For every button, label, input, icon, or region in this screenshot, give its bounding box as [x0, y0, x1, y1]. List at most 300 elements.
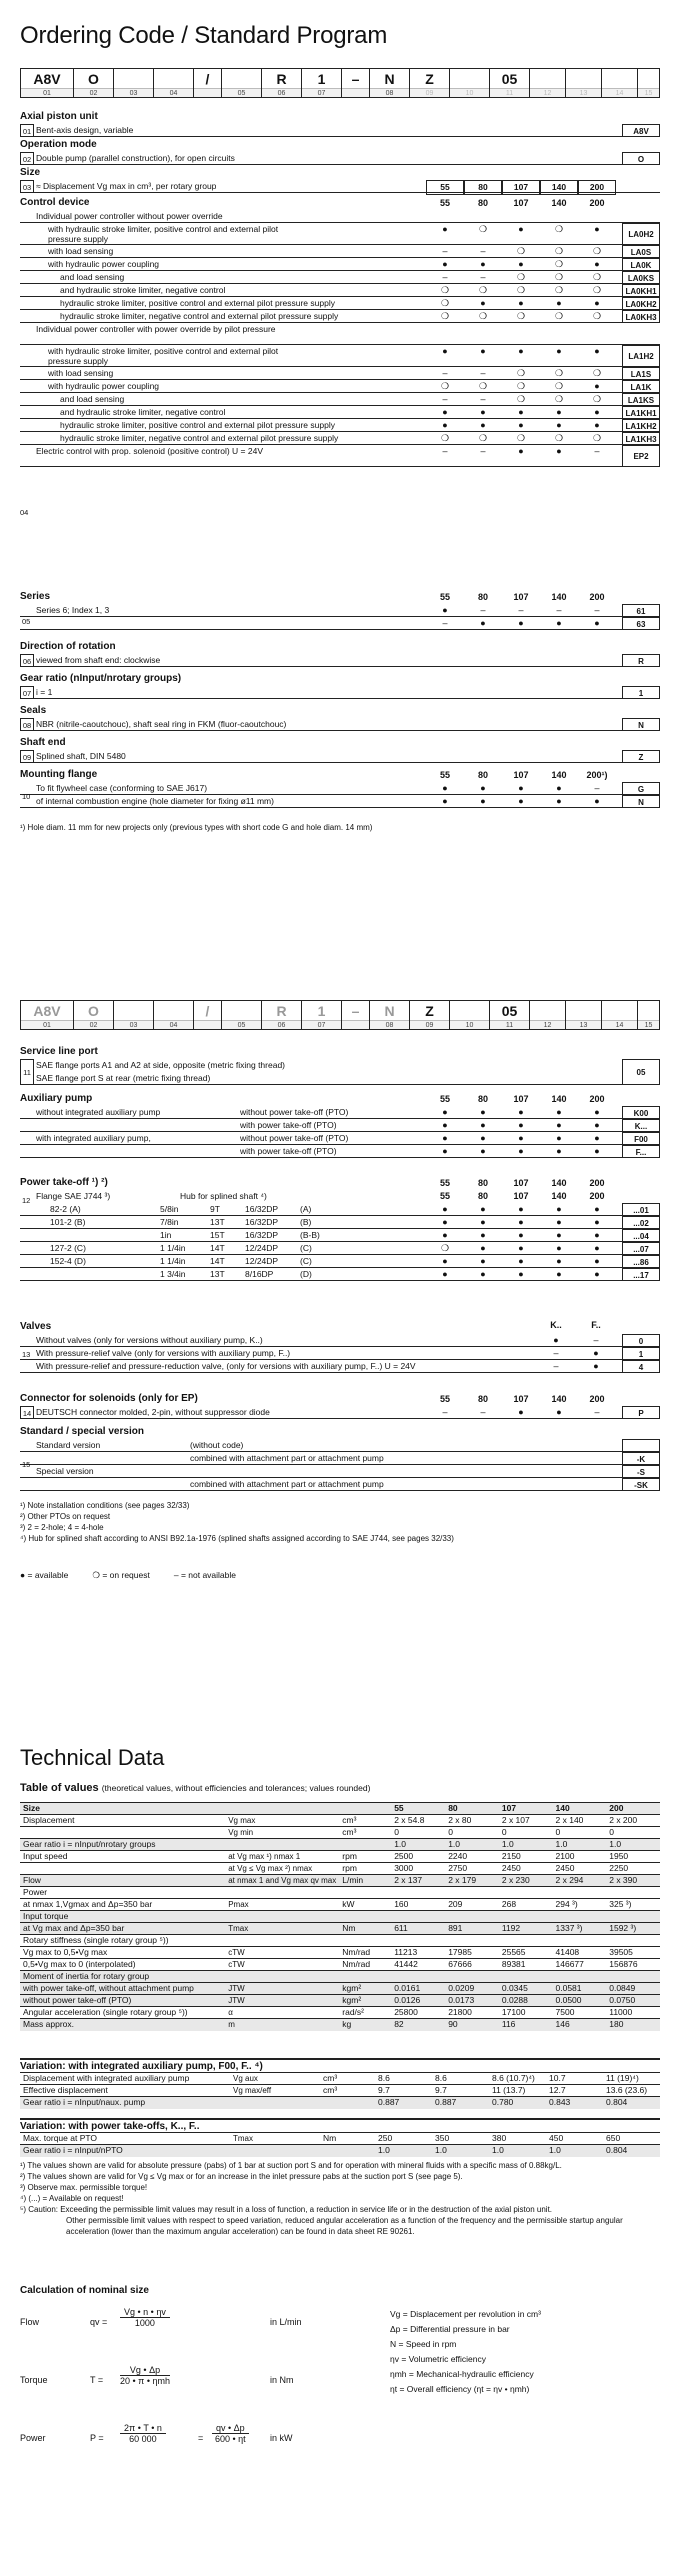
row-label: Effective displacement	[20, 2085, 230, 2097]
availability-dots	[426, 782, 616, 795]
code-value: R	[276, 71, 287, 87]
values-row	[20, 1947, 660, 1959]
availability-mark: ❍	[554, 394, 564, 404]
availability-mark: ●	[480, 420, 486, 430]
availability-mark: ❍	[554, 433, 564, 443]
control-row	[20, 445, 660, 467]
availability-mark: ●	[518, 1230, 524, 1240]
row-label: with power take-off, without attachment pump	[20, 1983, 225, 1995]
size-label: 55	[439, 1394, 450, 1404]
row-value: 1.0	[391, 1839, 445, 1851]
availability-mark: 55	[439, 1191, 450, 1201]
size-header	[426, 1092, 616, 1106]
row-value: 11000	[606, 2007, 660, 2019]
availability-mark: ❍	[516, 381, 526, 391]
control-text: and load sensing	[60, 394, 125, 404]
note: ²) The values shown are valid for Vg ≤ Vg max or for an increase in the inlet pressure pabs at the suction port S (see page 5).	[20, 2172, 463, 2181]
section-heading: Service line port	[20, 1046, 98, 1057]
availability-mark: ●	[518, 224, 524, 234]
code-value: /	[205, 71, 210, 87]
availability-mark: ●	[594, 407, 600, 417]
aux-row	[20, 1145, 660, 1158]
row-value: 1.0	[546, 2145, 603, 2157]
pto-row	[20, 1268, 660, 1281]
option-row	[20, 654, 660, 667]
row-value: 11213	[391, 1947, 445, 1959]
code-field	[410, 1000, 450, 1030]
formula-fraction	[120, 2365, 170, 2386]
pto-code: ...02	[622, 1216, 660, 1229]
row-value	[606, 1911, 660, 1923]
row-value: 2 x 390	[606, 1875, 660, 1887]
code-index	[342, 88, 369, 97]
values-row	[20, 1899, 660, 1911]
row-value	[499, 1887, 553, 1899]
availability-mark: ●	[480, 298, 486, 308]
special-row	[20, 1439, 660, 1452]
size-label: 80	[477, 592, 488, 602]
aux-code: K...	[622, 1119, 660, 1132]
symbol-def: ηmh = Mechanical-hydraulic efficiency	[390, 2369, 534, 2379]
availability-mark: ●	[593, 1361, 599, 1371]
pto-size: 1in	[160, 1230, 172, 1240]
row-symbol	[230, 2145, 320, 2157]
option-row	[20, 718, 660, 731]
availability-mark: ●	[556, 1269, 562, 1279]
availability-mark: ❍	[554, 368, 564, 378]
control-text: and hydraulic stroke limiter, negative control	[60, 407, 226, 417]
code-value: 05	[501, 71, 518, 87]
row-value: 1.0	[445, 1839, 499, 1851]
code-value: O	[88, 1003, 99, 1019]
option-code: 1	[622, 686, 660, 699]
availability-mark: ●	[594, 259, 600, 269]
values-row	[20, 2097, 660, 2109]
row-value: 2 x 179	[445, 1875, 499, 1887]
row-value: 1.0	[606, 1839, 660, 1851]
control-code: LA0H2	[622, 223, 660, 245]
row-value: 180	[606, 2019, 660, 2031]
availability-mark: ●	[594, 1107, 600, 1117]
table-section-title: Variation: with power take-offs, K.., F..	[20, 2118, 660, 2132]
row-value: 1.0	[553, 1839, 607, 1851]
row-unit: cm³	[320, 2073, 375, 2085]
row-value: 25800	[391, 2007, 445, 2019]
axial-piston-unit	[20, 110, 660, 137]
availability-mark: ●	[556, 420, 562, 430]
code-value	[638, 1001, 659, 1022]
row-value: 1950	[606, 1851, 660, 1863]
availability-mark: ●	[518, 298, 524, 308]
values-row	[20, 1827, 660, 1839]
row-value: 17100	[499, 2007, 553, 2019]
valves-col: F..	[591, 1320, 601, 1330]
values-table	[20, 2072, 660, 2109]
control-code: LA0KH3	[622, 310, 660, 323]
row-value: 380	[489, 2133, 546, 2145]
row-unit	[339, 1911, 391, 1923]
availability-mark: ●	[518, 796, 524, 806]
size-label: 140	[551, 592, 567, 602]
row-unit: Nm/rad	[339, 1959, 391, 1971]
control-text: with load sensing	[48, 246, 114, 256]
code-value: 1	[317, 1003, 326, 1019]
row-value: 294 ³)	[553, 1899, 607, 1911]
denominator: 20 • π • ηmh	[120, 2376, 171, 2386]
availability-dots	[426, 795, 616, 808]
series-text: Series 6; Index 1, 3	[36, 605, 110, 615]
pto-hub-header: Hub for splined shaft ⁴)	[180, 1191, 267, 1201]
option-row	[20, 180, 660, 193]
row-value	[445, 1911, 499, 1923]
availability-mark: ●	[442, 1120, 448, 1130]
availability-mark: ●	[442, 1204, 448, 1214]
control-code: LA0S	[622, 245, 660, 258]
row-symbol: Vg aux	[230, 2073, 320, 2085]
row-value: 2 x 137	[391, 1875, 445, 1887]
row-value: 90	[445, 2019, 499, 2031]
position-number: 04	[20, 508, 29, 517]
ordering-code-bar	[20, 68, 660, 98]
availability-dots	[426, 223, 616, 236]
row-value: 8.6 (10.7)⁴)	[489, 2073, 546, 2085]
code-index: 12	[530, 88, 565, 97]
size-label: 200	[589, 1178, 605, 1188]
row-label: Vg max to 0,5•Vg max	[20, 1947, 225, 1959]
special-code: -K	[622, 1452, 660, 1465]
availability-mark: ●	[594, 420, 600, 430]
availability-mark: ●	[442, 1146, 448, 1156]
availability-mark: ●	[442, 1269, 448, 1279]
pto-pitch: 12/24DP	[245, 1243, 279, 1253]
availability-dots	[426, 1190, 616, 1203]
row-value: 89381	[499, 1959, 553, 1971]
code-index: 08	[370, 88, 409, 97]
row-symbol	[230, 2097, 320, 2109]
special-text-a: Special version	[36, 1466, 94, 1476]
row-unit: kW	[339, 1899, 391, 1911]
row-symbol: Tmax	[225, 1923, 339, 1935]
control-code: LA1K	[622, 380, 660, 393]
availability-mark: –	[553, 1361, 559, 1371]
availability-dots	[426, 445, 616, 458]
availability-mark: ●	[518, 1243, 524, 1253]
availability-mark: ●	[593, 1348, 599, 1358]
code-value	[566, 1001, 601, 1022]
pto-teeth: 13T	[210, 1269, 225, 1279]
availability-mark: ❍	[516, 311, 526, 321]
symbol-def: ηv = Volumetric efficiency	[390, 2354, 486, 2364]
control-code: LA0KH2	[622, 297, 660, 310]
control-code: LA1KH2	[622, 419, 660, 432]
option-row	[20, 686, 660, 699]
aux-text-b: with power take-off (PTO)	[240, 1146, 337, 1156]
size-label: 200	[589, 1094, 605, 1104]
option-text: Double pump (parallel construction), for open circuits	[36, 153, 235, 163]
code-index: 13	[566, 88, 601, 97]
pto-row	[20, 1216, 660, 1229]
option-code: Z	[622, 750, 660, 763]
pto-teeth: 15T	[210, 1230, 225, 1240]
row-value: 55	[391, 1803, 445, 1815]
option-text: SAE flange port S at rear (metric fixing thread)	[36, 1073, 211, 1083]
availability-mark: ●	[480, 618, 486, 628]
section-heading: Standard / special version	[20, 1426, 144, 1437]
row-label: Max. torque at PTO	[20, 2133, 230, 2145]
availability-mark: ●	[518, 259, 524, 269]
row-value: 160	[391, 1899, 445, 1911]
valves-header	[536, 1320, 616, 1330]
row-symbol: m	[225, 2019, 339, 2031]
pto-class: (A)	[300, 1204, 312, 1214]
row-value: 8.6	[432, 2073, 489, 2085]
code-field	[20, 1000, 74, 1030]
row-value	[606, 1971, 660, 1983]
code-field	[262, 1000, 302, 1030]
connector-text: DEUTSCH connector molded, 2-pin, without suppressor diode	[36, 1407, 270, 1417]
row-value	[391, 1935, 445, 1947]
code-value	[530, 69, 565, 90]
pto-code: ...04	[622, 1229, 660, 1242]
code-field	[530, 1000, 566, 1030]
availability-mark: –	[594, 1407, 600, 1417]
code-field	[450, 1000, 490, 1030]
legend-item: ● = available	[20, 1570, 69, 1580]
row-value: 0.0849	[606, 1983, 660, 1995]
control-row	[20, 210, 660, 223]
availability-mark: ●	[556, 1230, 562, 1240]
row-value: 7500	[553, 2007, 607, 2019]
row-value: 156876	[606, 1959, 660, 1971]
control-row	[20, 284, 660, 297]
availability-mark: ●	[442, 259, 448, 269]
aux-text-a: with integrated auxiliary pump,	[36, 1133, 151, 1143]
availability-mark: ❍	[440, 311, 450, 321]
availability-dots	[426, 310, 616, 323]
control-row	[20, 419, 660, 432]
availability-mark: –	[480, 368, 486, 378]
row-unit: rad/s²	[339, 2007, 391, 2019]
row-symbol: cTW	[225, 1947, 339, 1959]
values-row	[20, 1803, 660, 1815]
row-unit: rpm	[339, 1851, 391, 1863]
row-value: 2150	[499, 1851, 553, 1863]
row-symbol	[225, 1935, 339, 1947]
pto-teeth: 14T	[210, 1243, 225, 1253]
row-unit: Nm	[339, 1923, 391, 1935]
row-value	[391, 1971, 445, 1983]
size-header	[426, 196, 616, 210]
control-code: LA0KH1	[622, 284, 660, 297]
row-value: 450	[546, 2133, 603, 2145]
availability-mark: ●	[594, 1133, 600, 1143]
row-label: Gear ratio i = nInput/naux. pump	[20, 2097, 230, 2109]
availability-dots	[426, 345, 616, 358]
availability-mark: ●	[556, 346, 562, 356]
code-index: 01	[21, 88, 73, 97]
row-unit: cm³	[339, 1827, 391, 1839]
pto-teeth: 14T	[210, 1256, 225, 1266]
pto-teeth: 13T	[210, 1217, 225, 1227]
valves-row	[20, 1347, 660, 1360]
code-value	[114, 69, 153, 90]
size-section	[20, 166, 660, 193]
code-index: 05	[222, 1020, 261, 1029]
availability-mark: ●	[442, 605, 448, 615]
availability-mark: –	[480, 272, 486, 282]
row-label	[20, 1827, 225, 1839]
availability-mark: ●	[442, 346, 448, 356]
gear-ratio	[20, 672, 660, 699]
table-title-text: Table of values	[20, 1782, 99, 1794]
pto-flange: 127-2 (C)	[50, 1243, 86, 1253]
position-number: 11	[20, 1059, 34, 1085]
control-row	[20, 258, 660, 271]
values-row	[20, 1959, 660, 1971]
availability-mark: ●	[442, 420, 448, 430]
control-text: hydraulic stroke limiter, positive control and external pilot pressure supply	[60, 298, 335, 308]
availability-mark: ●	[480, 407, 486, 417]
values-row	[20, 1875, 660, 1887]
pto-size: 7/8in	[160, 1217, 179, 1227]
position-number: 05	[22, 617, 31, 626]
values-row	[20, 1935, 660, 1947]
pto-size: 1 1/4in	[160, 1243, 186, 1253]
availability-mark: ●	[442, 1133, 448, 1143]
availability-dots	[426, 1406, 616, 1419]
control-text: with hydraulic stroke limiter, positive control and external pilot pressure supply	[48, 346, 279, 366]
size-header	[426, 590, 616, 604]
row-unit	[339, 1971, 391, 1983]
availability-mark: ●	[594, 381, 600, 391]
size-label: 80	[477, 198, 488, 208]
denominator: 60 000	[129, 2434, 157, 2444]
size-label: 200	[589, 592, 605, 602]
size-label: 107	[513, 770, 529, 780]
pto-flange-header: Flange SAE J744 ³)	[36, 1191, 111, 1201]
availability-mark: 80	[477, 1191, 488, 1201]
values-row	[20, 2145, 660, 2157]
aux-text-a: without integrated auxiliary pump	[36, 1107, 161, 1117]
availability-dots	[426, 1268, 616, 1281]
row-value	[445, 1935, 499, 1947]
row-value: 8.6	[375, 2073, 432, 2085]
row-value: 0	[553, 1827, 607, 1839]
series-row	[20, 617, 660, 630]
special-text-b: combined with attachment part or attachment pump	[190, 1479, 384, 1489]
formula-row	[20, 2305, 320, 2345]
code-field	[194, 1000, 222, 1030]
availability-mark: ❍	[592, 394, 602, 404]
availability-mark: ●	[518, 420, 524, 430]
row-value: 25565	[499, 1947, 553, 1959]
row-value: 2250	[606, 1863, 660, 1875]
option-text: Bent-axis design, variable	[36, 125, 134, 135]
control-row	[20, 432, 660, 445]
row-value	[499, 1935, 553, 1947]
availability-mark: ●	[518, 1269, 524, 1279]
row-value: 41408	[553, 1947, 607, 1959]
availability-mark: ●	[480, 1133, 486, 1143]
footnote: ⁴) Hub for splined shaft according to ANSI B92.1a-1976 (splined shafts assigned according to SAE J744, see pages 32/33)	[20, 1534, 454, 1543]
code-index: 02	[74, 1020, 113, 1029]
aux-code: F00	[622, 1132, 660, 1145]
pto-pitch: 16/32DP	[245, 1217, 279, 1227]
size-label: 200	[589, 198, 605, 208]
availability-mark: ●	[556, 446, 562, 456]
row-value	[606, 1935, 660, 1947]
section-heading: Power take-off ¹) ²)	[20, 1177, 108, 1188]
availability-mark: ❍	[478, 433, 488, 443]
row-value: 0.0500	[553, 1995, 607, 2007]
footnotes	[20, 1500, 660, 1544]
row-value: 268	[499, 1899, 553, 1911]
row-value: 1192	[499, 1923, 553, 1935]
availability-mark: ❍	[478, 285, 488, 295]
code-index: 01	[21, 1020, 73, 1029]
availability-mark: ●	[594, 346, 600, 356]
availability-mark: ❍	[554, 272, 564, 282]
code-field	[450, 68, 490, 98]
connector-code: P	[622, 1406, 660, 1419]
pto-code: ...01	[622, 1203, 660, 1216]
row-value	[499, 1971, 553, 1983]
size-value: 140	[540, 180, 578, 195]
service-line-port	[20, 1045, 660, 1085]
operation-mode	[20, 138, 660, 165]
row-symbol: Pmax	[225, 1899, 339, 1911]
control-code: LA0KS	[622, 271, 660, 284]
special-row	[20, 1452, 660, 1465]
valves-col: K..	[550, 1320, 562, 1330]
control-text: hydraulic stroke limiter, negative control and external pilot pressure supply	[60, 433, 339, 443]
code-index: 09	[410, 1020, 449, 1029]
table-title	[20, 1782, 370, 1794]
availability-mark: ●	[442, 783, 448, 793]
code-field	[602, 1000, 638, 1030]
pto-size: 5/8in	[160, 1204, 179, 1214]
section-heading: Axial piston unit	[20, 111, 98, 122]
availability-dots	[426, 258, 616, 271]
row-value	[391, 1911, 445, 1923]
flange-row	[20, 795, 660, 808]
code-field	[222, 1000, 262, 1030]
row-value: 891	[445, 1923, 499, 1935]
size-label: 140	[551, 770, 567, 780]
calc-title: Calculation of nominal size	[20, 2285, 149, 2296]
availability-mark: ❍	[592, 311, 602, 321]
code-value	[154, 69, 193, 90]
size-label: 140	[551, 1178, 567, 1188]
formula-unit: in kW	[270, 2433, 293, 2443]
row-value	[606, 1887, 660, 1899]
pto-flange: 101-2 (B)	[50, 1217, 86, 1227]
technical-notes	[20, 2160, 660, 2237]
series-code: 61	[622, 604, 660, 617]
row-unit	[339, 1935, 391, 1947]
code-field	[114, 68, 154, 98]
availability-dots	[426, 1132, 616, 1145]
availability-mark: ❍	[516, 394, 526, 404]
position-number: 12	[22, 1196, 31, 1205]
row-unit: kg	[339, 2019, 391, 2031]
row-value: 0.0209	[445, 1983, 499, 1995]
code-index: 15	[638, 1020, 659, 1029]
availability-mark: ❍	[440, 298, 450, 308]
row-unit	[320, 2145, 375, 2157]
code-index: 05	[222, 88, 261, 97]
availability-mark: –	[594, 446, 600, 456]
